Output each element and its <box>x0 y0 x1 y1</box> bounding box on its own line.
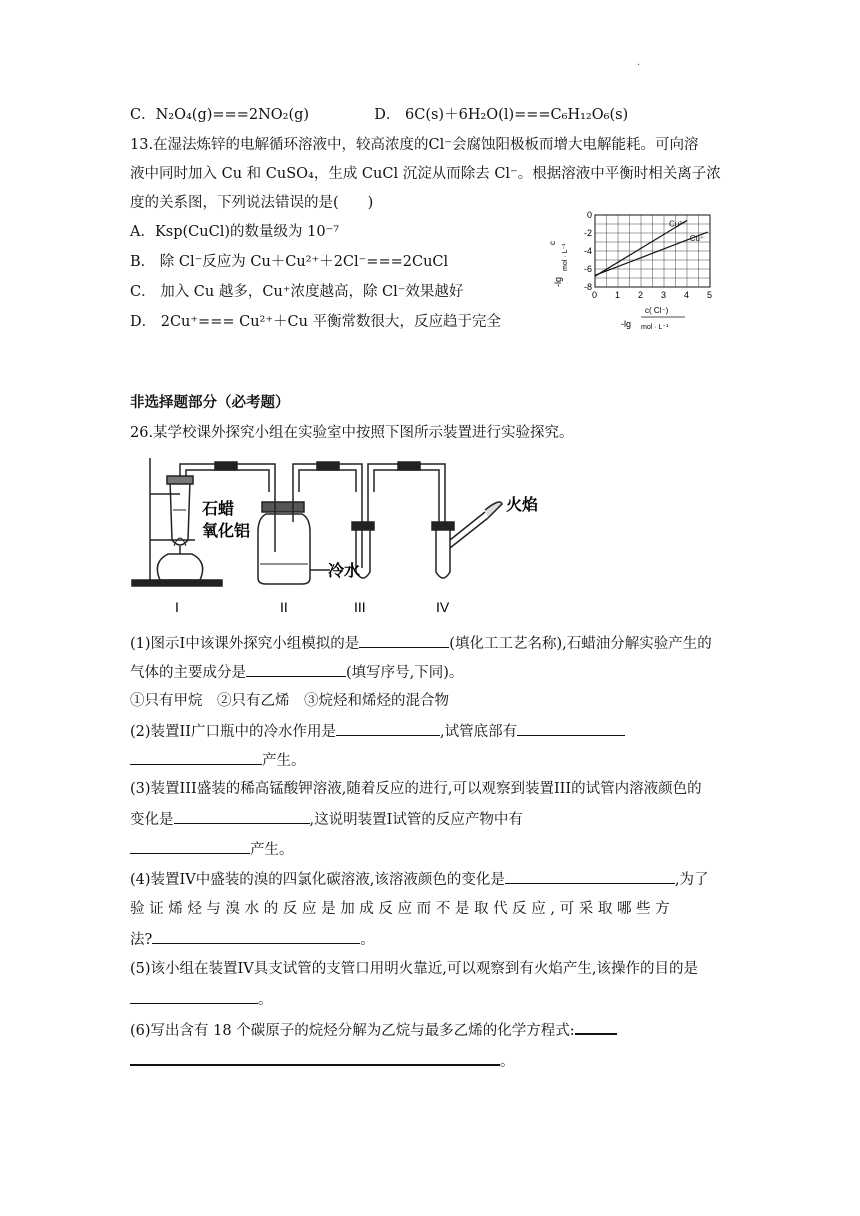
answer-blank[interactable] <box>517 721 625 736</box>
answer-blank[interactable] <box>174 809 310 824</box>
answer-blank[interactable] <box>130 750 262 765</box>
q26-part4-line3: 法? 。 <box>130 929 375 950</box>
answer-blank[interactable] <box>575 1019 617 1035</box>
answer-blank[interactable] <box>130 839 250 854</box>
answer-blank[interactable] <box>359 633 449 648</box>
x-tick-label: 2 <box>638 290 644 300</box>
x-tick-label: 3 <box>661 290 667 300</box>
q26-part6-line1: (6)写出含有 18 个碳原子的烷烃分解为乙烷与最多乙烯的化学方程式: <box>130 1019 617 1041</box>
q26-part3-line2: 变化是 ,这说明装置I试管的反应产物中有 <box>130 809 523 830</box>
section-title: 非选择题部分（必考题） <box>130 394 290 411</box>
answer-blank[interactable] <box>246 662 346 677</box>
y-tick-label: -6 <box>583 264 592 274</box>
chart-xlabel-top: c( Cl⁻) <box>645 306 669 315</box>
label-III: III <box>354 599 366 615</box>
q26-part1-line1: (1)图示I中该课外探究小组模拟的是 (填化工工艺名称),石蜡油分解实验产生的 <box>130 633 712 654</box>
answer-blank[interactable] <box>336 721 440 736</box>
q26-part2-line1: (2)装置II广口瓶中的冷水作用是 ,试管底部有 <box>130 721 625 742</box>
x-tick-label: 1 <box>615 290 621 300</box>
q13-option-b: B． 除 Cl⁻反应为 Cu＋Cu²⁺＋2Cl⁻===2CuCl <box>130 254 449 270</box>
q26-part1-line2: 气体的主要成分是 (填写序号,下同)。 <box>130 662 463 683</box>
label-cold-water: 冷水 <box>328 563 361 580</box>
answer-blank[interactable] <box>130 1050 500 1066</box>
x-tick-label: 5 <box>707 290 713 300</box>
label-flame: 火焰 <box>506 497 539 514</box>
y-tick-label: -2 <box>583 228 592 238</box>
q13-option-c: C． 加入 Cu 越多，Cu⁺浓度越高，除 Cl⁻效果越好 <box>130 284 464 300</box>
q26-part4-line1: (4)装置IV中盛装的溴的四氯化碳溶液,该溶液颜色的变化是 ,为了 <box>130 869 708 890</box>
q26-part4-line2: 验 证 烯 烃 与 溴 水 的 反 应 是 加 成 反 应 而 不 是 取 代 反 应 , 可 采 取 哪 些 方 <box>130 901 670 917</box>
q26-part5-line2: 。 <box>130 989 273 1010</box>
answer-blank[interactable] <box>505 869 675 884</box>
q13-option-d: D． 2Cu⁺=== Cu²⁺＋Cu 平衡常数很大，反应趋于完全 <box>130 314 502 330</box>
q26-part2-line2: 产生。 <box>130 750 306 771</box>
chart-ylabel-bottom: mol · L⁻¹ <box>562 243 569 271</box>
chart-lines <box>595 219 708 276</box>
q13-stem-line-3: 度的关系图，下列说法错误的是( ) <box>130 195 374 211</box>
q13-stem-line-2: 液中同时加入 Cu 和 CuSO₄，生成 CuCl 沉淀从而除去 Cl⁻。根据溶液中平衡时相关离子浓 <box>130 166 721 182</box>
chart-ylabel-top: c <box>548 241 557 245</box>
y-tick-label: 0 <box>586 210 592 220</box>
chart-ylabel-prefix: -lg <box>553 276 563 287</box>
label-II: II <box>280 599 288 615</box>
y-tick-label: -8 <box>583 282 592 292</box>
q12-option-d: D． 6C(s)＋6H₂O(l)===C₆H₁₂O₆(s) <box>374 107 629 123</box>
chart-xlabel-bottom: mol · L⁻¹ <box>641 324 669 331</box>
apparatus-diagram <box>130 452 560 622</box>
q13-option-a: A．Ksp(CuCl)的数量级为 10⁻⁷ <box>130 224 340 240</box>
chart-grid <box>595 215 710 287</box>
q12-options <box>130 105 628 125</box>
label-I: I <box>175 599 179 615</box>
label-IV: IV <box>436 599 450 615</box>
series-label: Cu²⁺ <box>669 219 687 229</box>
q13-chart <box>535 205 735 340</box>
series-label: Cu⁺ <box>689 234 705 244</box>
x-tick-label: 4 <box>684 290 690 300</box>
x-tick-label: 0 <box>592 290 598 300</box>
top-dot: · <box>637 60 641 71</box>
answer-blank[interactable] <box>130 989 258 1004</box>
q26-part6-line2: 。 <box>130 1050 515 1072</box>
q12-option-c: C．N₂O₄(g)===2NO₂(g) <box>130 107 310 123</box>
q13-stem-line-1: 13.在湿法炼锌的电解循环溶液中，较高浓度的Cl⁻会腐蚀阳极板而增大电解能耗。可向溶 <box>130 137 699 153</box>
q26-part3-line1: (3)装置III盛装的稀高锰酸钾溶液,随着反应的进行,可以观察到装置III的试管内溶液颜色的 <box>130 781 702 797</box>
label-paraffin: 石蜡 <box>202 501 235 518</box>
q26-part1-choices: ①只有甲烷 ②只有乙烯 ③烷烃和烯烃的混合物 <box>130 693 449 709</box>
q26-stem: 26.某学校课外探究小组在实验室中按照下图所示装置进行实验探究。 <box>130 425 574 441</box>
q26-part5-line1: (5)该小组在装置IV具支试管的支管口用明火靠近,可以观察到有火焰产生,该操作的目的是 <box>130 961 698 977</box>
y-tick-label: -4 <box>583 246 592 256</box>
chart-xlabel-prefix: -lg <box>621 319 632 329</box>
answer-blank[interactable] <box>152 929 360 944</box>
label-alumina: 氧化铝 <box>202 523 251 540</box>
q26-part3-line3: 产生。 <box>130 839 294 860</box>
